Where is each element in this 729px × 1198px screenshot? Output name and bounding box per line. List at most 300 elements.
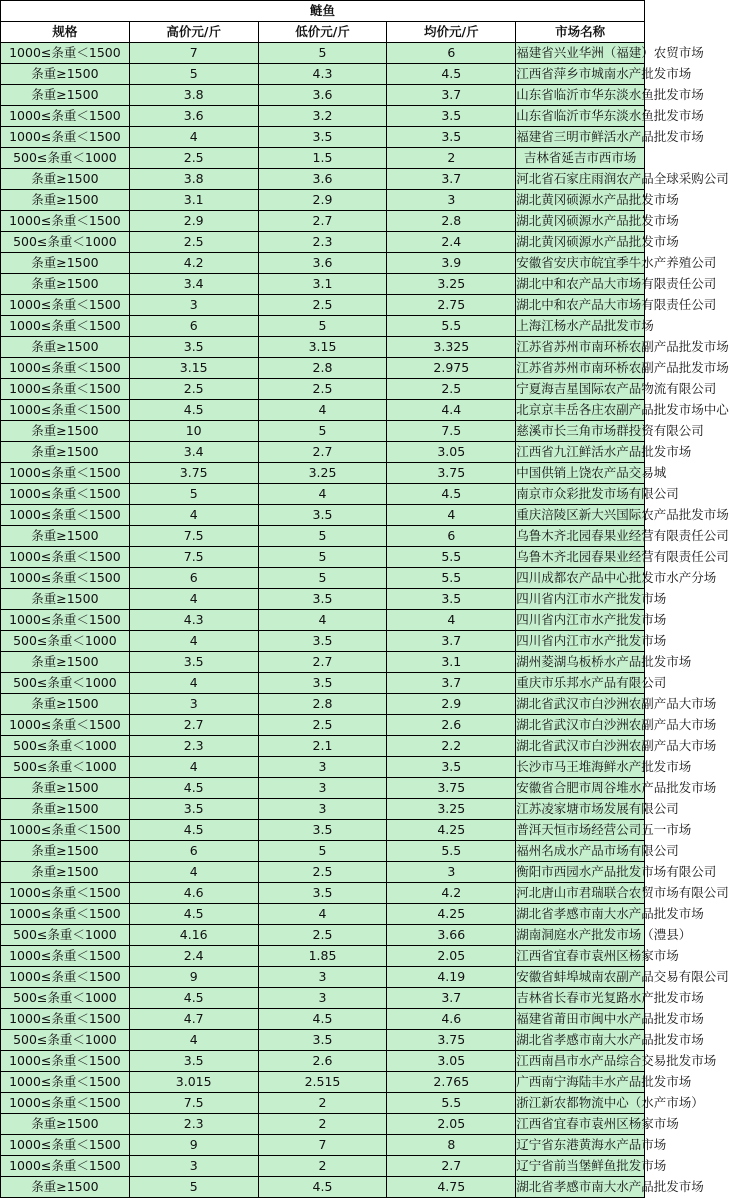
table-row <box>1 862 645 883</box>
cell-avg-price: 4.19 <box>387 967 516 988</box>
cell-market-name: 宁夏海吉星国际农产品物流有限公司 <box>516 379 645 400</box>
cell-low-price: 3.6 <box>258 169 387 190</box>
cell-avg-price: 4.5 <box>387 484 516 505</box>
cell-market-name: 上海江杨水产品批发市场 <box>516 316 645 337</box>
cell-avg-price: 2.4 <box>387 232 516 253</box>
cell-spec: 1000≤条重＜1500 <box>1 904 130 925</box>
cell-high-price: 4.5 <box>129 400 258 421</box>
cell-market-name: 乌鲁木齐北园春果业经营有限责任公司 <box>516 526 645 547</box>
cell-spec: 条重≥1500 <box>1 190 130 211</box>
cell-avg-price: 3.05 <box>387 1051 516 1072</box>
table-row <box>1 1135 645 1156</box>
table-row <box>1 1072 645 1093</box>
cell-spec: 1000≤条重＜1500 <box>1 316 130 337</box>
cell-high-price: 3.5 <box>129 1051 258 1072</box>
cell-avg-price: 3.75 <box>387 1030 516 1051</box>
cell-low-price: 5 <box>258 316 387 337</box>
table-row <box>1 610 645 631</box>
cell-high-price: 9 <box>129 1135 258 1156</box>
cell-spec: 条重≥1500 <box>1 862 130 883</box>
cell-avg-price: 5.5 <box>387 316 516 337</box>
cell-avg-price: 5.5 <box>387 841 516 862</box>
cell-high-price: 4.5 <box>129 988 258 1009</box>
cell-low-price: 3.5 <box>258 1030 387 1051</box>
cell-avg-price: 3.75 <box>387 463 516 484</box>
table-row <box>1 757 645 778</box>
table-row <box>1 463 645 484</box>
cell-market-name: 四川省内江市水产批发市场 <box>516 631 645 652</box>
table-row <box>1 106 645 127</box>
table-row <box>1 967 645 988</box>
cell-high-price: 2.7 <box>129 715 258 736</box>
table-row <box>1 925 645 946</box>
cell-spec: 500≤条重＜1000 <box>1 631 130 652</box>
table-row <box>1 1093 645 1114</box>
table-row <box>1 841 645 862</box>
cell-avg-price: 2.765 <box>387 1072 516 1093</box>
cell-market-name: 湖北省武汉市白沙洲农副产品大市场 <box>516 736 645 757</box>
cell-market-name: 江苏省苏州市南环桥农副产品批发市场 <box>516 358 645 379</box>
cell-spec: 条重≥1500 <box>1 85 130 106</box>
cell-spec: 条重≥1500 <box>1 694 130 715</box>
cell-market-name: 重庆涪陵区新大兴国际农产品批发市场 <box>516 505 645 526</box>
cell-avg-price: 3.5 <box>387 589 516 610</box>
header-spec: 规格 <box>1 22 130 43</box>
cell-avg-price: 2.975 <box>387 358 516 379</box>
cell-spec: 条重≥1500 <box>1 799 130 820</box>
cell-avg-price: 3.05 <box>387 442 516 463</box>
cell-low-price: 2.515 <box>258 1072 387 1093</box>
cell-market-name: 湖北省孝感市南大水产品批发市场 <box>516 904 645 925</box>
cell-market-name: 福州名成水产品市场有限公司 <box>516 841 645 862</box>
table-row <box>1 43 645 64</box>
cell-low-price: 2.9 <box>258 190 387 211</box>
table-row <box>1 169 645 190</box>
cell-low-price: 3.5 <box>258 883 387 904</box>
table-row <box>1 400 645 421</box>
cell-high-price: 4.5 <box>129 820 258 841</box>
cell-high-price: 2.5 <box>129 379 258 400</box>
cell-market-name: 河北唐山市君瑞联合农贸市场有限公司 <box>516 883 645 904</box>
cell-spec: 500≤条重＜1000 <box>1 736 130 757</box>
cell-avg-price: 4.25 <box>387 904 516 925</box>
cell-low-price: 1.85 <box>258 946 387 967</box>
table-row <box>1 337 645 358</box>
table-row <box>1 211 645 232</box>
cell-high-price: 4 <box>129 505 258 526</box>
table-row <box>1 673 645 694</box>
cell-market-name: 湖州菱湖乌板桥水产品批发市场 <box>516 652 645 673</box>
table-row <box>1 484 645 505</box>
cell-spec: 500≤条重＜1000 <box>1 988 130 1009</box>
table-row <box>1 988 645 1009</box>
table-row <box>1 883 645 904</box>
cell-high-price: 2.4 <box>129 946 258 967</box>
cell-spec: 1000≤条重＜1500 <box>1 484 130 505</box>
cell-spec: 500≤条重＜1000 <box>1 232 130 253</box>
cell-avg-price: 3.9 <box>387 253 516 274</box>
cell-market-name: 吉林省延吉市西市场 <box>516 148 645 169</box>
cell-avg-price: 2.5 <box>387 379 516 400</box>
cell-high-price: 4 <box>129 631 258 652</box>
table-row <box>1 505 645 526</box>
cell-low-price: 4.5 <box>258 1009 387 1030</box>
cell-avg-price: 3.1 <box>387 652 516 673</box>
cell-avg-price: 4.2 <box>387 883 516 904</box>
cell-high-price: 3 <box>129 694 258 715</box>
cell-high-price: 4 <box>129 862 258 883</box>
cell-market-name: 湖北中和农产品大市场有限责任公司 <box>516 274 645 295</box>
cell-spec: 1000≤条重＜1500 <box>1 967 130 988</box>
cell-spec: 1000≤条重＜1500 <box>1 400 130 421</box>
cell-market-name: 湖北黄冈硕源水产品批发市场 <box>516 211 645 232</box>
cell-low-price: 2.7 <box>258 442 387 463</box>
cell-spec: 条重≥1500 <box>1 337 130 358</box>
cell-low-price: 3.5 <box>258 820 387 841</box>
cell-avg-price: 3.66 <box>387 925 516 946</box>
cell-avg-price: 2.75 <box>387 295 516 316</box>
cell-avg-price: 4.75 <box>387 1177 516 1198</box>
cell-high-price: 3.5 <box>129 799 258 820</box>
cell-spec: 500≤条重＜1000 <box>1 1030 130 1051</box>
cell-high-price: 10 <box>129 421 258 442</box>
cell-market-name: 吉林省长春市光复路水产批发市场 <box>516 988 645 1009</box>
cell-avg-price: 4.5 <box>387 64 516 85</box>
cell-low-price: 3 <box>258 778 387 799</box>
cell-spec: 1000≤条重＜1500 <box>1 883 130 904</box>
header-row <box>1 22 645 43</box>
cell-spec: 1000≤条重＜1500 <box>1 1072 130 1093</box>
cell-avg-price: 2.05 <box>387 1114 516 1135</box>
cell-market-name: 普洱天恒市场经营公司五一市场 <box>516 820 645 841</box>
cell-low-price: 4.5 <box>258 1177 387 1198</box>
cell-high-price: 3.6 <box>129 106 258 127</box>
cell-high-price: 4.2 <box>129 253 258 274</box>
cell-low-price: 2.6 <box>258 1051 387 1072</box>
cell-low-price: 4 <box>258 904 387 925</box>
cell-spec: 1000≤条重＜1500 <box>1 820 130 841</box>
table-row <box>1 64 645 85</box>
cell-low-price: 3.5 <box>258 589 387 610</box>
cell-spec: 条重≥1500 <box>1 1114 130 1135</box>
cell-market-name: 乌鲁木齐北园春果业经营有限责任公司 <box>516 547 645 568</box>
cell-low-price: 3 <box>258 967 387 988</box>
table-row <box>1 1177 645 1198</box>
table-body <box>1 43 729 1198</box>
cell-high-price: 3.015 <box>129 1072 258 1093</box>
table-row <box>1 799 645 820</box>
table-title: 鲢鱼 <box>1 1 645 22</box>
cell-spec: 条重≥1500 <box>1 526 130 547</box>
table-row <box>1 1009 645 1030</box>
cell-avg-price: 4 <box>387 610 516 631</box>
cell-spec: 1000≤条重＜1500 <box>1 379 130 400</box>
cell-high-price: 2.3 <box>129 1114 258 1135</box>
cell-avg-price: 3.5 <box>387 106 516 127</box>
cell-spec: 500≤条重＜1000 <box>1 148 130 169</box>
cell-low-price: 3.5 <box>258 505 387 526</box>
cell-market-name: 江西南昌市水产品综合交易批发市场 <box>516 1051 645 1072</box>
cell-market-name: 湖北省孝感市南大水产品批发市场 <box>516 1177 645 1198</box>
cell-market-name: 安徽省合肥市周谷堆水产品批发市场 <box>516 778 645 799</box>
cell-low-price: 4 <box>258 484 387 505</box>
cell-high-price: 3 <box>129 1156 258 1177</box>
cell-high-price: 3.4 <box>129 442 258 463</box>
cell-spec: 1000≤条重＜1500 <box>1 610 130 631</box>
table-row <box>1 127 645 148</box>
table-row <box>1 1156 645 1177</box>
cell-low-price: 2 <box>258 1093 387 1114</box>
cell-high-price: 4 <box>129 589 258 610</box>
cell-high-price: 3.1 <box>129 190 258 211</box>
table-row <box>1 1030 645 1051</box>
table-row <box>1 820 645 841</box>
cell-low-price: 3.1 <box>258 274 387 295</box>
cell-market-name: 湖北省孝感市南大水产品批发市场 <box>516 1030 645 1051</box>
cell-spec: 条重≥1500 <box>1 64 130 85</box>
cell-spec: 500≤条重＜1000 <box>1 673 130 694</box>
cell-high-price: 5 <box>129 484 258 505</box>
cell-spec: 1000≤条重＜1500 <box>1 1093 130 1114</box>
cell-low-price: 3.6 <box>258 253 387 274</box>
cell-high-price: 4.7 <box>129 1009 258 1030</box>
cell-spec: 条重≥1500 <box>1 778 130 799</box>
cell-low-price: 3.2 <box>258 106 387 127</box>
cell-high-price: 7 <box>129 43 258 64</box>
table-row <box>1 295 645 316</box>
cell-market-name: 福建省三明市鲜活水产品批发市场 <box>516 127 645 148</box>
cell-high-price: 2.5 <box>129 148 258 169</box>
cell-avg-price: 3.5 <box>387 127 516 148</box>
cell-low-price: 3.5 <box>258 127 387 148</box>
cell-avg-price: 3.7 <box>387 169 516 190</box>
cell-spec: 条重≥1500 <box>1 442 130 463</box>
cell-spec: 1000≤条重＜1500 <box>1 946 130 967</box>
cell-low-price: 3.15 <box>258 337 387 358</box>
cell-market-name: 南京市众彩批发市场有限公司 <box>516 484 645 505</box>
cell-spec: 条重≥1500 <box>1 1177 130 1198</box>
cell-avg-price: 6 <box>387 526 516 547</box>
cell-low-price: 3.5 <box>258 631 387 652</box>
cell-market-name: 四川省内江市水产批发市场 <box>516 610 645 631</box>
cell-high-price: 5 <box>129 64 258 85</box>
table-row <box>1 547 645 568</box>
cell-low-price: 2.3 <box>258 232 387 253</box>
cell-spec: 1000≤条重＜1500 <box>1 1156 130 1177</box>
cell-high-price: 4 <box>129 673 258 694</box>
cell-market-name: 福建省莆田市闽中水产品批发市场 <box>516 1009 645 1030</box>
cell-high-price: 6 <box>129 568 258 589</box>
cell-low-price: 2.5 <box>258 862 387 883</box>
cell-avg-price: 3.25 <box>387 799 516 820</box>
cell-avg-price: 6 <box>387 43 516 64</box>
cell-low-price: 3 <box>258 799 387 820</box>
cell-market-name: 湖南洞庭水产批发市场（澧县） <box>516 925 645 946</box>
cell-low-price: 3.6 <box>258 85 387 106</box>
cell-low-price: 5 <box>258 43 387 64</box>
cell-avg-price: 4.4 <box>387 400 516 421</box>
cell-market-name: 辽宁省前当堡鲜鱼批发市场 <box>516 1156 645 1177</box>
cell-low-price: 2.5 <box>258 715 387 736</box>
cell-market-name: 四川省内江市水产批发市场 <box>516 589 645 610</box>
cell-market-name: 山东省临沂市华东淡水鱼批发市场 <box>516 85 645 106</box>
cell-low-price: 2 <box>258 1114 387 1135</box>
cell-market-name: 江西省萍乡市城南水产批发市场 <box>516 64 645 85</box>
cell-spec: 1000≤条重＜1500 <box>1 358 130 379</box>
cell-market-name: 衡阳市西园水产品批发市场有限公司 <box>516 862 645 883</box>
cell-avg-price: 4.6 <box>387 1009 516 1030</box>
cell-high-price: 2.9 <box>129 211 258 232</box>
cell-avg-price: 3.75 <box>387 778 516 799</box>
cell-high-price: 3.5 <box>129 337 258 358</box>
table-row <box>1 85 645 106</box>
cell-high-price: 3.8 <box>129 85 258 106</box>
cell-market-name: 安徽省蚌埠城南农副产品交易有限公司 <box>516 967 645 988</box>
table-row <box>1 253 645 274</box>
table-row <box>1 652 645 673</box>
table-row <box>1 631 645 652</box>
cell-high-price: 9 <box>129 967 258 988</box>
cell-market-name: 长沙市马王堆海鲜水产批发市场 <box>516 757 645 778</box>
cell-high-price: 4.3 <box>129 610 258 631</box>
cell-low-price: 2.5 <box>258 379 387 400</box>
cell-avg-price: 7.5 <box>387 421 516 442</box>
cell-low-price: 5 <box>258 568 387 589</box>
table-row <box>1 148 645 169</box>
cell-spec: 1000≤条重＜1500 <box>1 715 130 736</box>
cell-high-price: 4.5 <box>129 904 258 925</box>
table-row <box>1 946 645 967</box>
cell-low-price: 7 <box>258 1135 387 1156</box>
cell-low-price: 1.5 <box>258 148 387 169</box>
cell-low-price: 4.3 <box>258 64 387 85</box>
table-row <box>1 904 645 925</box>
cell-high-price: 2.5 <box>129 232 258 253</box>
table-row <box>1 736 645 757</box>
cell-low-price: 4 <box>258 400 387 421</box>
cell-high-price: 4 <box>129 127 258 148</box>
cell-market-name: 北京京丰岳各庄农副产品批发市场中心 <box>516 400 645 421</box>
table-row <box>1 274 645 295</box>
cell-avg-price: 3 <box>387 862 516 883</box>
cell-spec: 1000≤条重＜1500 <box>1 463 130 484</box>
cell-avg-price: 2 <box>387 148 516 169</box>
cell-high-price: 5 <box>129 1177 258 1198</box>
cell-high-price: 4 <box>129 757 258 778</box>
cell-market-name: 湖北省武汉市白沙洲农副产品大市场 <box>516 715 645 736</box>
cell-high-price: 3.8 <box>129 169 258 190</box>
cell-spec: 条重≥1500 <box>1 253 130 274</box>
cell-market-name: 江西省宜春市袁州区杨家市场 <box>516 1114 645 1135</box>
cell-high-price: 3 <box>129 295 258 316</box>
cell-high-price: 7.5 <box>129 1093 258 1114</box>
header-avg-price: 均价元/斤 <box>387 22 516 43</box>
cell-market-name: 慈溪市长三角市场群投资有限公司 <box>516 421 645 442</box>
cell-spec: 1000≤条重＜1500 <box>1 1135 130 1156</box>
cell-spec: 1000≤条重＜1500 <box>1 505 130 526</box>
header-high-price: 高价元/斤 <box>129 22 258 43</box>
cell-market-name: 辽宁省东港黄海水产品市场 <box>516 1135 645 1156</box>
cell-low-price: 3 <box>258 988 387 1009</box>
cell-avg-price: 3.7 <box>387 631 516 652</box>
cell-avg-price: 3.5 <box>387 757 516 778</box>
cell-spec: 条重≥1500 <box>1 652 130 673</box>
table-row <box>1 190 645 211</box>
cell-avg-price: 2.05 <box>387 946 516 967</box>
table-row <box>1 1051 645 1072</box>
cell-avg-price: 3.7 <box>387 988 516 1009</box>
cell-low-price: 5 <box>258 547 387 568</box>
cell-spec: 500≤条重＜1000 <box>1 925 130 946</box>
cell-avg-price: 2.8 <box>387 211 516 232</box>
table-row <box>1 715 645 736</box>
cell-spec: 1000≤条重＜1500 <box>1 295 130 316</box>
cell-high-price: 6 <box>129 841 258 862</box>
cell-market-name: 福建省兴业华洲（福建）农贸市场 <box>516 43 645 64</box>
cell-low-price: 5 <box>258 841 387 862</box>
table-row <box>1 568 645 589</box>
cell-market-name: 湖北黄冈硕源水产品批发市场 <box>516 190 645 211</box>
cell-market-name: 四川成都农产品中心批发市水产分场 <box>516 568 645 589</box>
cell-high-price: 7.5 <box>129 547 258 568</box>
table-row <box>1 421 645 442</box>
cell-market-name: 江苏凌家塘市场发展有限公司 <box>516 799 645 820</box>
cell-avg-price: 5.5 <box>387 568 516 589</box>
cell-high-price: 3.15 <box>129 358 258 379</box>
cell-market-name: 安徽省安庆市皖宜季牛水产养殖公司 <box>516 253 645 274</box>
cell-avg-price: 3 <box>387 190 516 211</box>
cell-high-price: 6 <box>129 316 258 337</box>
cell-spec: 1000≤条重＜1500 <box>1 211 130 232</box>
table-row <box>1 379 645 400</box>
table-row <box>1 694 645 715</box>
cell-avg-price: 4.25 <box>387 820 516 841</box>
cell-low-price: 2.8 <box>258 358 387 379</box>
title-row <box>1 1 645 22</box>
table-row <box>1 526 645 547</box>
cell-spec: 条重≥1500 <box>1 421 130 442</box>
cell-spec: 500≤条重＜1000 <box>1 757 130 778</box>
cell-avg-price: 2.6 <box>387 715 516 736</box>
cell-high-price: 3.75 <box>129 463 258 484</box>
cell-low-price: 2.7 <box>258 652 387 673</box>
cell-spec: 1000≤条重＜1500 <box>1 127 130 148</box>
cell-spec: 1000≤条重＜1500 <box>1 106 130 127</box>
cell-avg-price: 5.5 <box>387 547 516 568</box>
cell-low-price: 2 <box>258 1156 387 1177</box>
cell-market-name: 江西省宜春市袁州区杨家市场 <box>516 946 645 967</box>
cell-avg-price: 2.9 <box>387 694 516 715</box>
cell-avg-price: 2.7 <box>387 1156 516 1177</box>
cell-avg-price: 3.325 <box>387 337 516 358</box>
cell-low-price: 5 <box>258 421 387 442</box>
cell-avg-price: 4 <box>387 505 516 526</box>
cell-spec: 1000≤条重＜1500 <box>1 1009 130 1030</box>
cell-market-name: 湖北省武汉市白沙洲农副产品大市场 <box>516 694 645 715</box>
cell-low-price: 3.25 <box>258 463 387 484</box>
header-market-name: 市场名称 <box>516 22 645 43</box>
table-row <box>1 589 645 610</box>
cell-high-price: 4.5 <box>129 778 258 799</box>
cell-low-price: 2.5 <box>258 295 387 316</box>
cell-high-price: 4.16 <box>129 925 258 946</box>
cell-avg-price: 2.2 <box>387 736 516 757</box>
cell-market-name: 江西省九江鲜活水产品批发市场 <box>516 442 645 463</box>
cell-market-name: 重庆市乐邦水产品有限公司 <box>516 673 645 694</box>
table-row <box>1 232 645 253</box>
cell-spec: 条重≥1500 <box>1 169 130 190</box>
cell-spec: 1000≤条重＜1500 <box>1 568 130 589</box>
